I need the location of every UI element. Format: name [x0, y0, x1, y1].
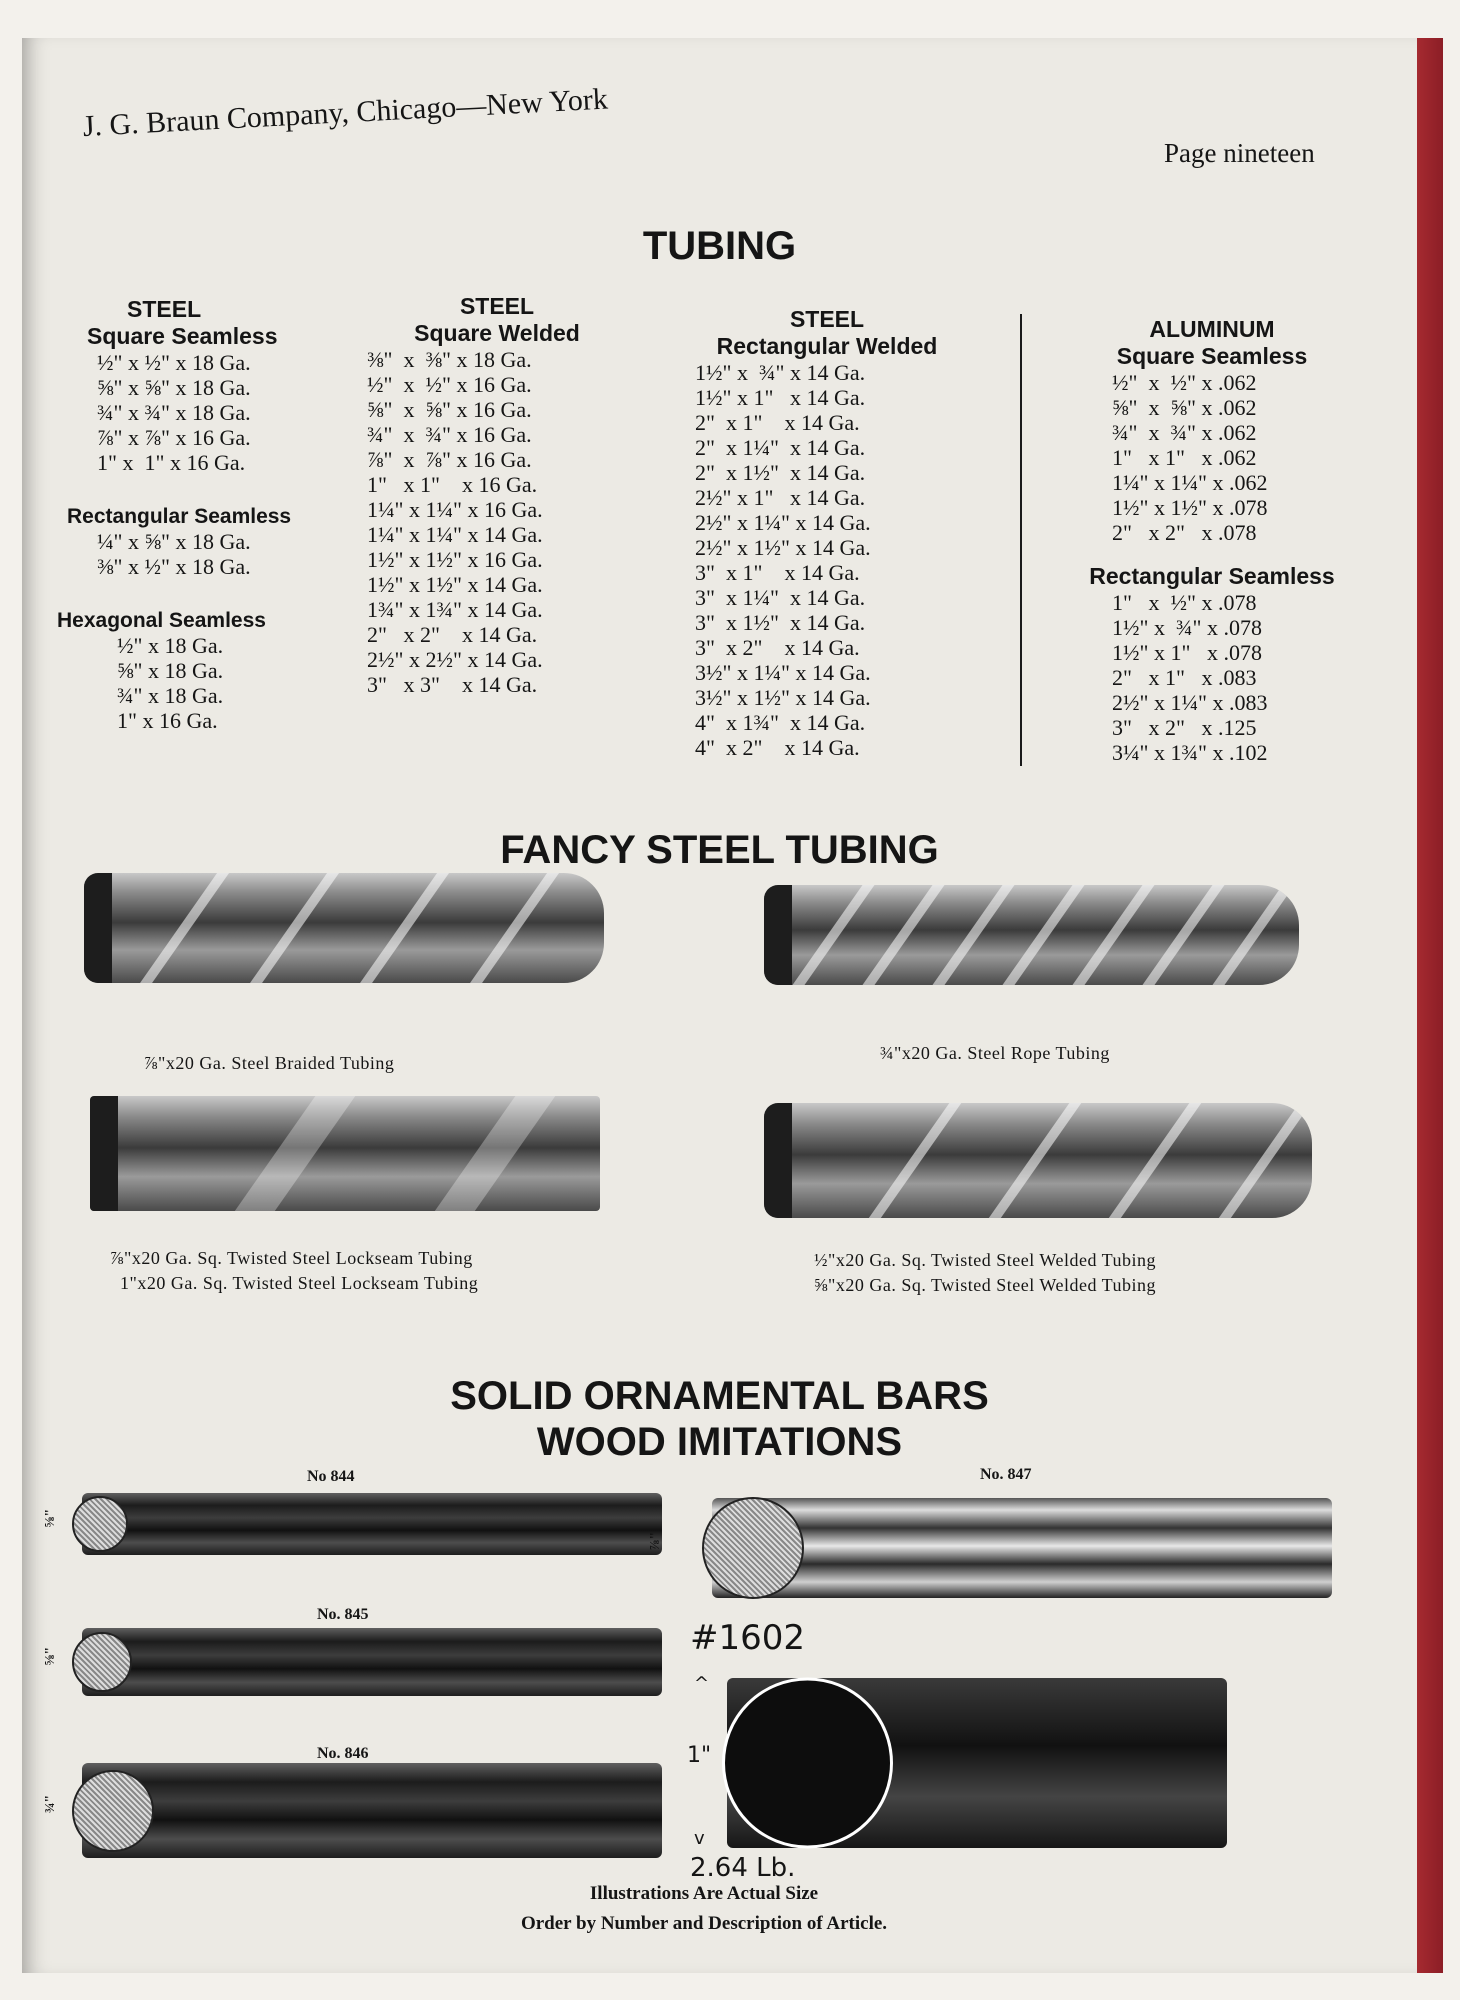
ornamental-title-line1: SOLID ORNAMENTAL BARS: [450, 1374, 989, 1418]
bar-size-846: ¾": [43, 1794, 59, 1814]
bar-label-846: No. 846: [317, 1745, 369, 1762]
table-row: 3¼" x 1¾" x .102: [1112, 740, 1268, 765]
fancy-tubing-title: FANCY STEEL TUBING: [500, 828, 939, 872]
welded-tubing-image: [764, 1103, 1312, 1218]
table-row: 2" x 2" x 14 Ga.: [367, 622, 538, 647]
table-row: 3" x 2" x 14 Ga.: [695, 635, 860, 660]
bar-1602-image: [727, 1678, 1227, 1848]
column-divider: [1020, 314, 1022, 766]
table-row: 1" x 1" x .062: [1112, 445, 1257, 470]
lockseam-tubing-image: [90, 1096, 600, 1211]
table-row: 2" x 2" x .078: [1112, 520, 1257, 545]
bar-844-image: [82, 1493, 662, 1555]
table-row: 1" x 16 Ga.: [117, 708, 218, 733]
table-row: 1½" x 1½" x 14 Ga.: [367, 572, 543, 597]
table-row: 1½" x ¾" x .078: [1112, 615, 1262, 640]
caret-down-icon: v: [694, 1828, 705, 1849]
aluminum-column: [1062, 316, 1362, 765]
col2-head1: STEEL: [459, 293, 535, 319]
table-row: ⅝" x ⅝" x 18 Ga.: [97, 375, 251, 400]
braided-tubing-image: [84, 873, 604, 983]
rope-tubing-image: [764, 885, 1299, 985]
braided-caption: ⅞"x20 Ga. Steel Braided Tubing: [144, 1053, 395, 1073]
table-row: 3" x 1¼" x 14 Ga.: [695, 585, 866, 610]
alu-rect-rows: [1062, 590, 1362, 765]
table-row: 4" x 1¾" x 14 Ga.: [695, 710, 866, 735]
col3-head2: Rectangular Welded: [716, 333, 938, 359]
bar-label-847: No. 847: [980, 1466, 1032, 1483]
company-header: J. G. Braun Company, Chicago—New York: [82, 82, 609, 143]
bar-size-845: ⅝": [43, 1646, 59, 1666]
table-row: ⅜" x ⅜" x 18 Ga.: [367, 347, 532, 372]
book-cover-edge: [1417, 38, 1443, 1973]
col1-hex-head: Hexagonal Seamless: [57, 609, 266, 632]
table-row: ½" x ½" x 16 Ga.: [367, 372, 532, 397]
rope-caption: ¾"x20 Ga. Steel Rope Tubing: [880, 1043, 1110, 1063]
handwritten-weight: 2.64 Lb.: [690, 1853, 796, 1883]
steel-square-seamless-column: [57, 296, 307, 733]
bar-size-847: ⅞": [648, 1531, 664, 1551]
welded-caption-2: ⅝"x20 Ga. Sq. Twisted Steel Welded Tubing: [814, 1275, 1156, 1295]
table-row: 1½" x 1" x 14 Ga.: [695, 385, 866, 410]
table-row: 3" x 2" x .125: [1112, 715, 1257, 740]
footer-note-2: Order by Number and Description of Article.: [520, 1913, 888, 1934]
steel-square-welded-column: [347, 293, 647, 697]
table-row: 2½" x 1¼" x 14 Ga.: [695, 510, 871, 535]
table-row: 2" x 1¼" x 14 Ga.: [695, 435, 866, 460]
table-row: 3" x 1½" x 14 Ga.: [695, 610, 866, 635]
alu-rows: [1062, 370, 1362, 545]
col2-rows: [347, 347, 647, 697]
table-row: 1" x 1" x 16 Ga.: [97, 450, 246, 475]
alu-head2: Square Seamless: [1116, 343, 1308, 369]
table-row: ¾" x ¾" x 16 Ga.: [367, 422, 532, 447]
alu-head1: ALUMINUM: [1149, 316, 1275, 342]
table-row: 2" x 1" x .083: [1112, 665, 1257, 690]
table-row: ⅝" x ⅝" x .062: [1112, 395, 1257, 420]
col3-head1: STEEL: [789, 306, 865, 332]
handwritten-size: 1": [687, 1743, 712, 1768]
table-row: 1¾" x 1¾" x 14 Ga.: [367, 597, 543, 622]
handwritten-number: #1602: [690, 1618, 806, 1658]
bar-846-image: [82, 1763, 662, 1858]
alu-rect-head: Rectangular Seamless: [1089, 563, 1335, 589]
table-row: 3" x 3" x 14 Ga.: [367, 672, 538, 697]
table-row: 3½" x 1¼" x 14 Ga.: [695, 660, 871, 685]
table-row: ½" x ½" x 18 Ga.: [97, 350, 251, 375]
col1-rect-head: Rectangular Seamless: [67, 505, 292, 528]
ornamental-title: [22, 1373, 1417, 1465]
col2-head2: Square Welded: [414, 320, 580, 346]
table-row: ⅝" x 18 Ga.: [117, 658, 224, 683]
table-row: 1½" x 1½" x .078: [1112, 495, 1268, 520]
col1-rows: [57, 350, 307, 475]
col3-rows: [677, 360, 977, 760]
table-row: ½" x ½" x .062: [1112, 370, 1257, 395]
bar-label-844: No 844: [307, 1468, 355, 1485]
table-row: 1½" x 1" x .078: [1112, 640, 1262, 665]
table-row: ⅞" x ⅞" x 16 Ga.: [367, 447, 532, 472]
table-row: 2½" x 1¼" x .083: [1112, 690, 1268, 715]
table-row: 2½" x 2½" x 14 Ga.: [367, 647, 543, 672]
bar-845-image: [82, 1628, 662, 1696]
footer-note-1: Illustrations Are Actual Size: [589, 1883, 819, 1904]
table-row: 1½" x 1½" x 16 Ga.: [367, 547, 543, 572]
catalog-page: [22, 38, 1417, 1973]
table-row: 1¼" x 1¼" x 14 Ga.: [367, 522, 543, 547]
bar-size-844: ⅝": [43, 1508, 59, 1528]
table-row: 1½" x ¾" x 14 Ga.: [695, 360, 866, 385]
table-row: 1¼" x 1¼" x .062: [1112, 470, 1268, 495]
table-row: 2" x 1" x 14 Ga.: [695, 410, 860, 435]
table-row: ¾" x ¾" x .062: [1112, 420, 1257, 445]
col1-head1: STEEL: [127, 296, 202, 322]
table-row: ⅝" x ⅝" x 16 Ga.: [367, 397, 532, 422]
welded-caption-1: ½"x20 Ga. Sq. Twisted Steel Welded Tubing: [814, 1250, 1156, 1270]
table-row: ¼" x ⅝" x 18 Ga.: [97, 529, 251, 554]
col1-head2: Square Seamless: [87, 323, 278, 349]
bar-847-image: [712, 1498, 1332, 1598]
table-row: ¾" x 18 Ga.: [117, 683, 224, 708]
col1-hex-rows: [57, 633, 307, 733]
ornamental-title-line2: WOOD IMITATIONS: [536, 1420, 903, 1464]
table-row: ½" x 18 Ga.: [117, 633, 224, 658]
lockseam-caption-2: 1"x20 Ga. Sq. Twisted Steel Lockseam Tubing: [120, 1273, 479, 1293]
tubing-title: TUBING: [642, 224, 797, 268]
table-row: 2½" x 1" x 14 Ga.: [695, 485, 866, 510]
col1-rect-rows: [57, 529, 307, 579]
lockseam-caption-1: ⅞"x20 Ga. Sq. Twisted Steel Lockseam Tubing: [110, 1248, 473, 1268]
table-row: 3" x 1" x 14 Ga.: [695, 560, 860, 585]
table-row: 2½" x 1½" x 14 Ga.: [695, 535, 871, 560]
table-row: ⅜" x ½" x 18 Ga.: [97, 554, 251, 579]
bar-label-845: No. 845: [317, 1606, 369, 1623]
table-row: 3½" x 1½" x 14 Ga.: [695, 685, 871, 710]
page-number: Page nineteen: [1164, 138, 1315, 168]
table-row: ¾" x ¾" x 18 Ga.: [97, 400, 251, 425]
steel-rectangular-welded-column: [677, 306, 977, 760]
table-row: 1" x ½" x .078: [1112, 590, 1257, 615]
table-row: 1" x 1" x 16 Ga.: [367, 472, 538, 497]
table-row: ⅞" x ⅞" x 16 Ga.: [97, 425, 251, 450]
table-row: 1¼" x 1¼" x 16 Ga.: [367, 497, 543, 522]
table-row: 2" x 1½" x 14 Ga.: [695, 460, 866, 485]
table-row: 4" x 2" x 14 Ga.: [695, 735, 860, 760]
caret-up-icon: ^: [694, 1673, 710, 1694]
